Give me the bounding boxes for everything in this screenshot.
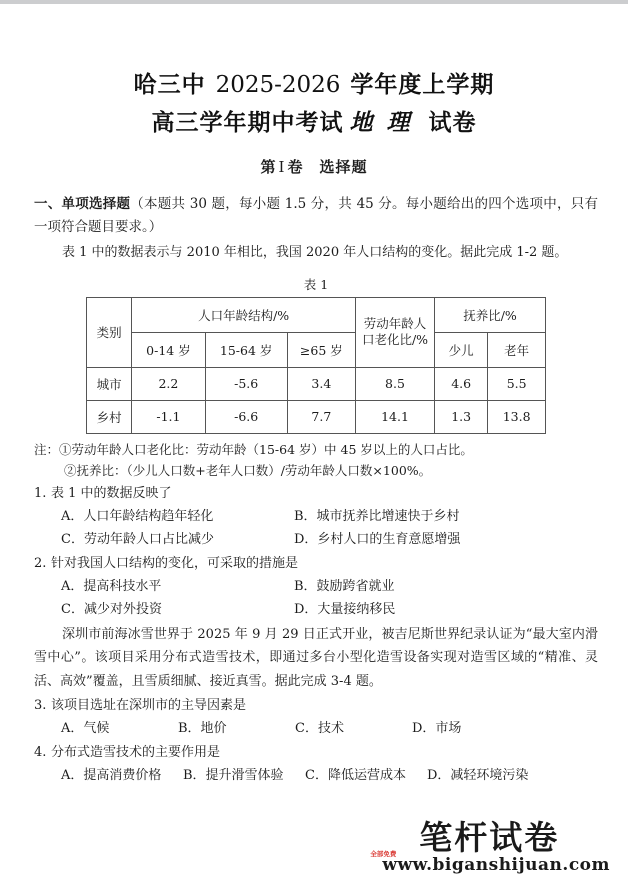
passage-1: 表 1 中的数据表示与 2010 年相比，我国 2020 年人口结构的变化。据此完成 1-2 题。 xyxy=(62,245,568,260)
header-dependency-child: 少儿 xyxy=(435,332,488,367)
question-1 xyxy=(34,482,598,551)
row-rural-category: 乡村 xyxy=(87,400,132,433)
watermark-url-row xyxy=(368,850,610,875)
question-1-options xyxy=(34,505,598,551)
question-2-option-d[interactable]: D．大量接纳移民 xyxy=(294,601,396,617)
question-2-stem-line xyxy=(34,552,598,575)
question-4-option-d[interactable]: D．减轻环境污染 xyxy=(427,768,529,783)
watermark-brand-name: 笔杆试卷 xyxy=(419,818,560,857)
question-3-number: 3. xyxy=(34,698,47,713)
question-1-options-row-1 xyxy=(61,505,598,528)
question-1-option-d[interactable]: D．乡村人口的生育意愿增强 xyxy=(294,531,461,547)
header-aging-ratio-line-1: 劳动年龄人 xyxy=(363,316,427,331)
question-1-option-a[interactable]: A．人口年龄结构趋年轻化 xyxy=(61,508,214,524)
subject-name: 地 理 xyxy=(349,109,413,136)
watermark-url: www.biganshijuan.com xyxy=(382,855,610,875)
row-urban-age-0-14: 2.2 xyxy=(132,367,205,400)
question-2-options-row-1 xyxy=(61,575,598,598)
table-header-row-1 xyxy=(87,297,546,332)
population-structure-table xyxy=(86,297,546,434)
header-dependency-elderly: 老年 xyxy=(488,332,546,367)
question-4-option-c[interactable]: C．降低运营成本 xyxy=(305,768,406,783)
row-urban-dep-elderly: 5.5 xyxy=(488,367,546,400)
header-age-0-14: 0-14 岁 xyxy=(132,332,205,367)
question-2 xyxy=(34,552,598,621)
question-3-option-c[interactable]: C．技术 xyxy=(295,721,344,736)
question-3-stem-line xyxy=(34,694,598,717)
question-3-stem: 该项目选址在深圳市的主导因素是 xyxy=(51,698,247,713)
section-roman-numeral: I xyxy=(278,158,286,176)
table-1-notes xyxy=(34,439,598,481)
question-3-options xyxy=(34,717,598,740)
question-4-options xyxy=(34,764,598,787)
row-rural-age-0-14: -1.1 xyxy=(132,400,205,433)
note-1: ①劳动年龄人口老化比：劳动年龄（15-64 岁）中 45 岁以上的人口占比。 xyxy=(59,441,473,457)
question-1-stem-line xyxy=(34,482,598,505)
section-heading xyxy=(0,156,628,177)
question-1-stem: 表 1 中的数据反映了 xyxy=(51,485,172,501)
question-4-stem-line xyxy=(34,741,598,764)
question-1-option-b[interactable]: B．城市抚养比增速快于乡村 xyxy=(294,508,460,524)
question-1-option-c[interactable]: C．劳动年龄人口占比减少 xyxy=(61,531,214,547)
question-4-number: 4. xyxy=(34,745,47,760)
question-4-option-a[interactable]: A．提高消费价格 xyxy=(61,768,162,783)
question-1-options-row-2 xyxy=(61,528,598,551)
row-urban-age-65-plus: 3.4 xyxy=(287,367,355,400)
question-1-number: 1. xyxy=(34,485,47,501)
passage-2: 深圳市前海冰雪世界于 2025 年 9 月 29 日正式开业，被吉尼斯世界纪录认证为“最大室内滑雪中心”。该项目采用分布式造雪技术，即通过多台小型化造雪设备实现对造雪区域的“精准、灵活、高效”覆盖，且雪质细腻、接近真雪。据此完成 3-4 题。 xyxy=(34,626,598,689)
row-rural-aging-ratio: 14.1 xyxy=(355,400,434,433)
header-aging-ratio-line-2: 口老化比/% xyxy=(361,332,429,347)
watermark-free-badge: 全部免费 xyxy=(370,850,397,858)
academic-year: 2025-2026 xyxy=(215,72,341,98)
row-urban-age-15-64: -5.6 xyxy=(205,367,287,400)
question-3-option-b[interactable]: B．地价 xyxy=(178,721,227,736)
row-urban-category: 城市 xyxy=(87,367,132,400)
question-3 xyxy=(34,694,598,740)
header-age-65-plus: ≥65 岁 xyxy=(287,332,355,367)
header-age-15-64: 15-64 岁 xyxy=(205,332,287,367)
row-urban-dep-child: 4.6 xyxy=(435,367,488,400)
question-2-option-b[interactable]: B．鼓励跨省就业 xyxy=(294,578,395,594)
table-row xyxy=(87,367,546,400)
header-category: 类别 xyxy=(87,297,132,367)
instruction-lead: 一、单项选择题 xyxy=(34,196,131,212)
header-dependency-group: 抚养比/% xyxy=(435,297,546,332)
note-2: ②抚养比：（少儿人口数+老年人口数）/劳动年龄人口数×100%。 xyxy=(64,462,432,478)
question-3-option-a[interactable]: A．气候 xyxy=(61,721,110,736)
instruction-detail: （本题共 30 题，每小题 1.5 分，共 45 分。每小题给出的四个选项中，只有一项符合题目要求。） xyxy=(34,196,599,235)
paper-word: 试卷 xyxy=(428,109,477,136)
question-2-option-c[interactable]: C．减少对外投资 xyxy=(61,601,162,617)
exam-type-label: 高三学年期中考试 xyxy=(151,109,344,136)
paper-title-line-1 xyxy=(0,66,628,104)
section-instructions xyxy=(34,193,598,239)
question-4-option-b[interactable]: B．提升滑雪体验 xyxy=(183,768,284,783)
question-4 xyxy=(34,741,598,787)
table-row xyxy=(87,400,546,433)
row-urban-aging-ratio: 8.5 xyxy=(355,367,434,400)
question-2-options-row-2 xyxy=(61,598,598,621)
question-4-stem: 分布式造雪技术的主要作用是 xyxy=(51,745,221,760)
paper-title-line-2 xyxy=(0,104,628,142)
table-1-container xyxy=(34,297,598,434)
paper-title-block xyxy=(0,66,628,142)
row-rural-dep-elderly: 13.8 xyxy=(488,400,546,433)
row-rural-age-15-64: -6.6 xyxy=(205,400,287,433)
question-2-stem: 针对我国人口结构的变化，可采取的措施是 xyxy=(51,555,299,571)
row-rural-age-65-plus: 7.7 xyxy=(287,400,355,433)
question-3-option-d[interactable]: D．市场 xyxy=(412,721,462,736)
row-rural-dep-child: 1.3 xyxy=(435,400,488,433)
question-2-option-a[interactable]: A．提高科技水平 xyxy=(61,578,162,594)
table-header-row-2 xyxy=(87,332,546,367)
question-2-number: 2. xyxy=(34,555,47,571)
section-prefix: 第 xyxy=(260,158,277,176)
header-aging-ratio xyxy=(355,297,434,367)
notes-label: 注： xyxy=(34,441,60,457)
header-age-structure-group: 人口年龄结构/% xyxy=(132,297,356,332)
question-2-options xyxy=(34,575,598,621)
exam-paper-page xyxy=(0,4,628,892)
paper-body xyxy=(34,193,598,787)
table-1-caption: 表 1 xyxy=(303,276,329,292)
term-label: 学年度上学期 xyxy=(350,71,495,98)
school-name: 哈三中 xyxy=(133,71,206,98)
site-watermark xyxy=(368,818,610,875)
section-suffix: 卷 选择题 xyxy=(287,158,368,176)
